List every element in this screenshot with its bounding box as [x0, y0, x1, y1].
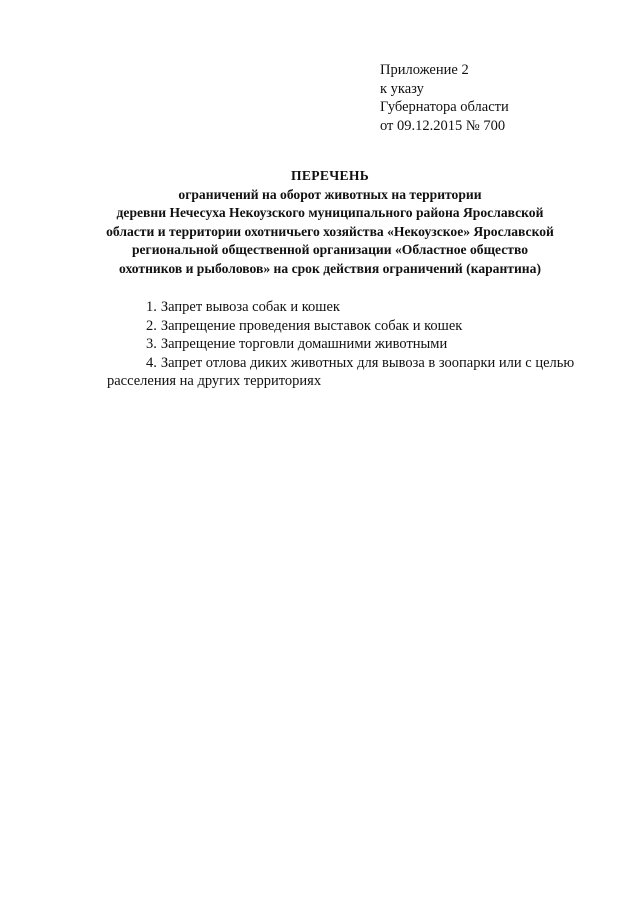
list-item-number: 3.: [146, 336, 157, 353]
list-item-number: 2.: [146, 317, 157, 334]
title-line: области и территории охотничьего хозяйства «Некоузское» Ярославской: [106, 223, 554, 239]
title-line: региональной общественной организации «Областное общество: [131, 242, 529, 258]
list-item: [107, 317, 617, 336]
title-line: охотников и рыболовов» на срок действия ограничений (карантина): [119, 260, 541, 276]
title-heading: ПЕРЕЧЕНЬ: [290, 168, 369, 183]
list-item-text: Запрет вывоза собак и кошек: [160, 299, 340, 315]
list-item: [107, 298, 617, 317]
annex-date-number: от 09.12.2015 № 700: [380, 117, 506, 134]
list-item-number: 1.: [146, 299, 157, 315]
title-line: деревни Нечесуха Некоузского муниципального района Ярославской: [116, 205, 544, 221]
annex-number: Приложение 2: [380, 62, 469, 78]
list-item-text: Запрещение проведения выставок собак и кошек: [160, 317, 463, 334]
list-item: [107, 335, 617, 354]
title-line: ограничений на оборот животных на территории: [178, 186, 482, 202]
list-item: [107, 354, 617, 391]
annex-reference: к указу: [380, 80, 424, 97]
list-item-text: Запрет отлова диких животных для вывоза в зоопарки или с целью расселения на других территориях: [107, 354, 575, 390]
annex-block: [380, 61, 620, 135]
annex-issuer: Губернатора области: [380, 99, 509, 115]
list-item-text: Запрещение торговли домашними животными: [160, 336, 448, 353]
list-item-number: 4.: [146, 354, 157, 371]
document-title: [60, 167, 600, 279]
restrictions-list: [107, 298, 617, 391]
